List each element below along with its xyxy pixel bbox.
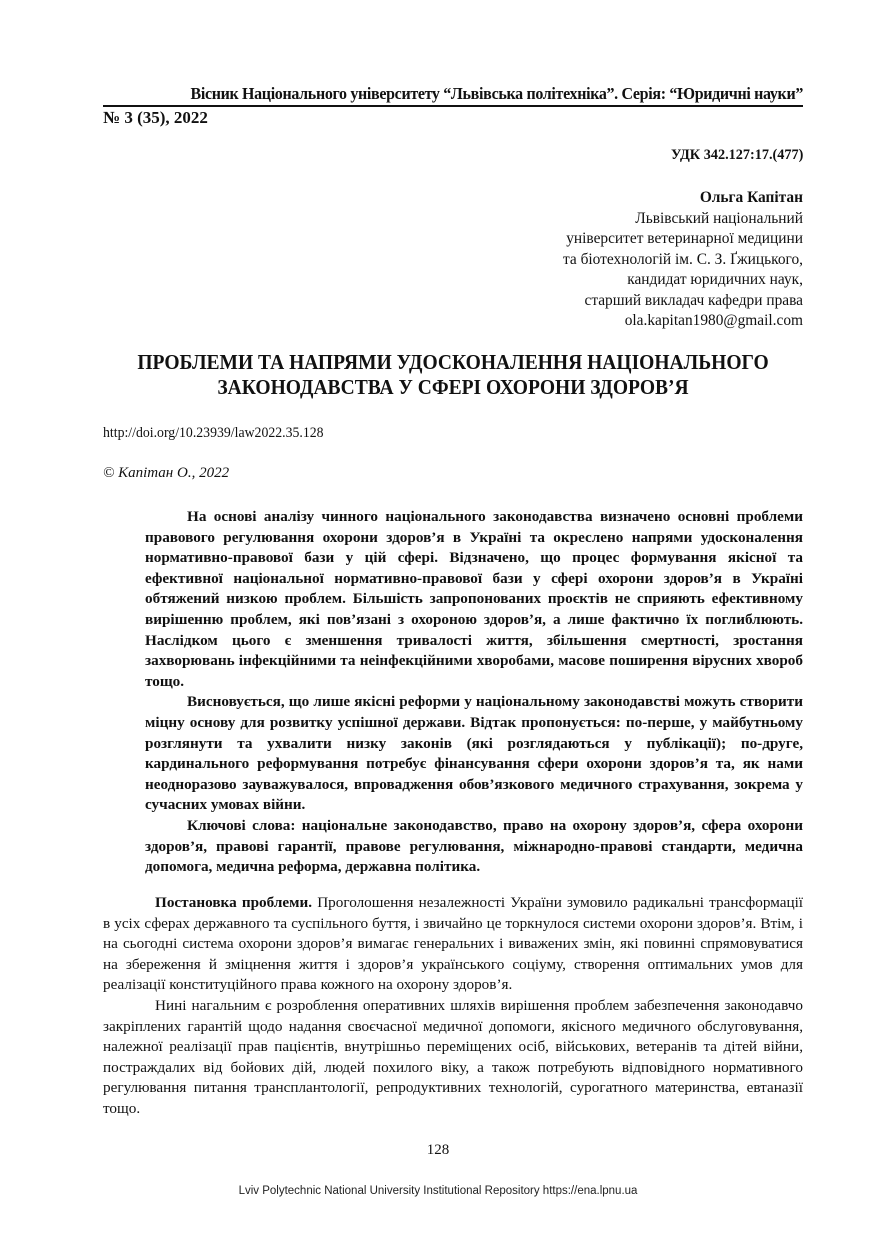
affiliation-line: та біотехнологій ім. С. З. Ґжицького, [562,250,803,268]
issue-number: № 3 (35), 2022 [103,108,208,127]
author-email[interactable]: ola.kapitan1980@gmail.com [624,312,803,329]
affiliation-line: університет ветеринарної медицини [566,230,803,247]
affiliation-line: старший викладач кафедри права [584,291,803,309]
title-line: ЗАКОНОДАВСТВА У СФЕРІ ОХОРОНИ ЗДОРОВ’Я [217,375,689,399]
abstract-paragraph: На основі аналізу чинного національного законодавства визначено основні проблеми правового регулювання охорони здоров’я в Україні та окреслено напрями удосконалення нормативно-правової бази у цій сфері. Відзначено, що процес формування якісної та ефективної національної нормативно-правової бази у сфері охорони здоров’я в Україні обтяжений низкою проблем. Більшість запропонованих проєктів не сприяють ефективному вирішенню проблем, які пов’язані з охороною здоров’я, а лише фактично їх поглиблюють. Наслідком цього є зменшення тривалості життя, збільшення смертності, зростання захворювань інфекційними та неінфекційними хворобами, масове поширення вірусних хвороб тощо. [145,508,803,690]
title-line: ПРОБЛЕМИ ТА НАПРЯМИ УДОСКОНАЛЕННЯ НАЦІОНАЛЬНОГО [137,350,769,374]
affiliation-line: кандидат юридичних наук, [627,271,803,288]
author-name: Ольга Капітан [699,189,803,206]
journal-header: Вісник Національного університету “Львівська політехніка”. Серія: “Юридичні науки” [190,84,803,103]
abstract [145,507,803,878]
body-paragraph: Нині нагальним є розроблення оперативних шляхів вирішення проблем забезпечення законодавчо закріплених гарантій щодо надання своєчасної медичної допомоги, якісного медичного обслуговування, належної реалізації прав пацієнтів, внутрішньо переміщених осіб, військових, ветеранів та дітей війни, постраждалих від бойових дій, людей похилого віку, а також потребують відповідного нормативного регулювання питання трансплантології, репродуктивних технологій, сурогатного материнства, евтаназії тощо. [103,996,803,1117]
article-title [128,350,779,400]
header-rule [103,105,803,107]
affiliation-line: Львівський національний [635,209,803,227]
keywords [145,816,803,878]
doi-link[interactable]: http://doi.org/10.23939/law2022.35.128 [103,425,324,441]
copyright: © Капітан О., 2022 [103,465,230,481]
abstract-paragraph: Висновується, що лише якісні реформи у національному законодавстві можуть створити міцну основу для розвитку успішної держави. Відтак пропонується: по-перше, у майбутньому розглянути та ухвалити низку законів (які розглядаються у публікації); по-друге, кардинального реформування потребує фінансування сфери охорони здоров’я та, як нами неодноразово зауважувалося, впровадження обов’язкового медичного страхування, зокрема у сучасних умовах війни. [145,693,803,814]
repository-footer: Lviv Polytechnic National University Institutional Repository https://ena.lpnu.ua [238,1185,638,1197]
page-number: 128 [426,1142,450,1158]
keywords-label: Ключові слова: [187,816,296,834]
article-body [103,893,803,1120]
body-text: Проголошення незалежності України зумовило радикальні трансформації в усіх сферах державного та суспільного буття, і звичайно це торкнулося системи охорони здоров’я. Втім, і на сьогодні система охорони здоров’я вимагає генеральних і виважених змін, які повинні спрямовуватися на збереження й зміцнення життя і здоров’я українського соціуму, створення оптимальних умов для реалізації конституційного права кожного на охорону здоров’я. [103,894,804,994]
keywords-list: національне законодавство, право на охорону здоров’я, сфера охорони здоров’я, правові гарантії, правове регулювання, міжнародно-правові стандарти, медична допомога, медична реформа, державна політика. [145,816,803,876]
section-heading: Постановка проблеми. [155,894,313,911]
udc-code: УДК 342.127:17.(477) [670,147,803,163]
author-block [563,188,803,332]
body-paragraph [103,893,803,996]
